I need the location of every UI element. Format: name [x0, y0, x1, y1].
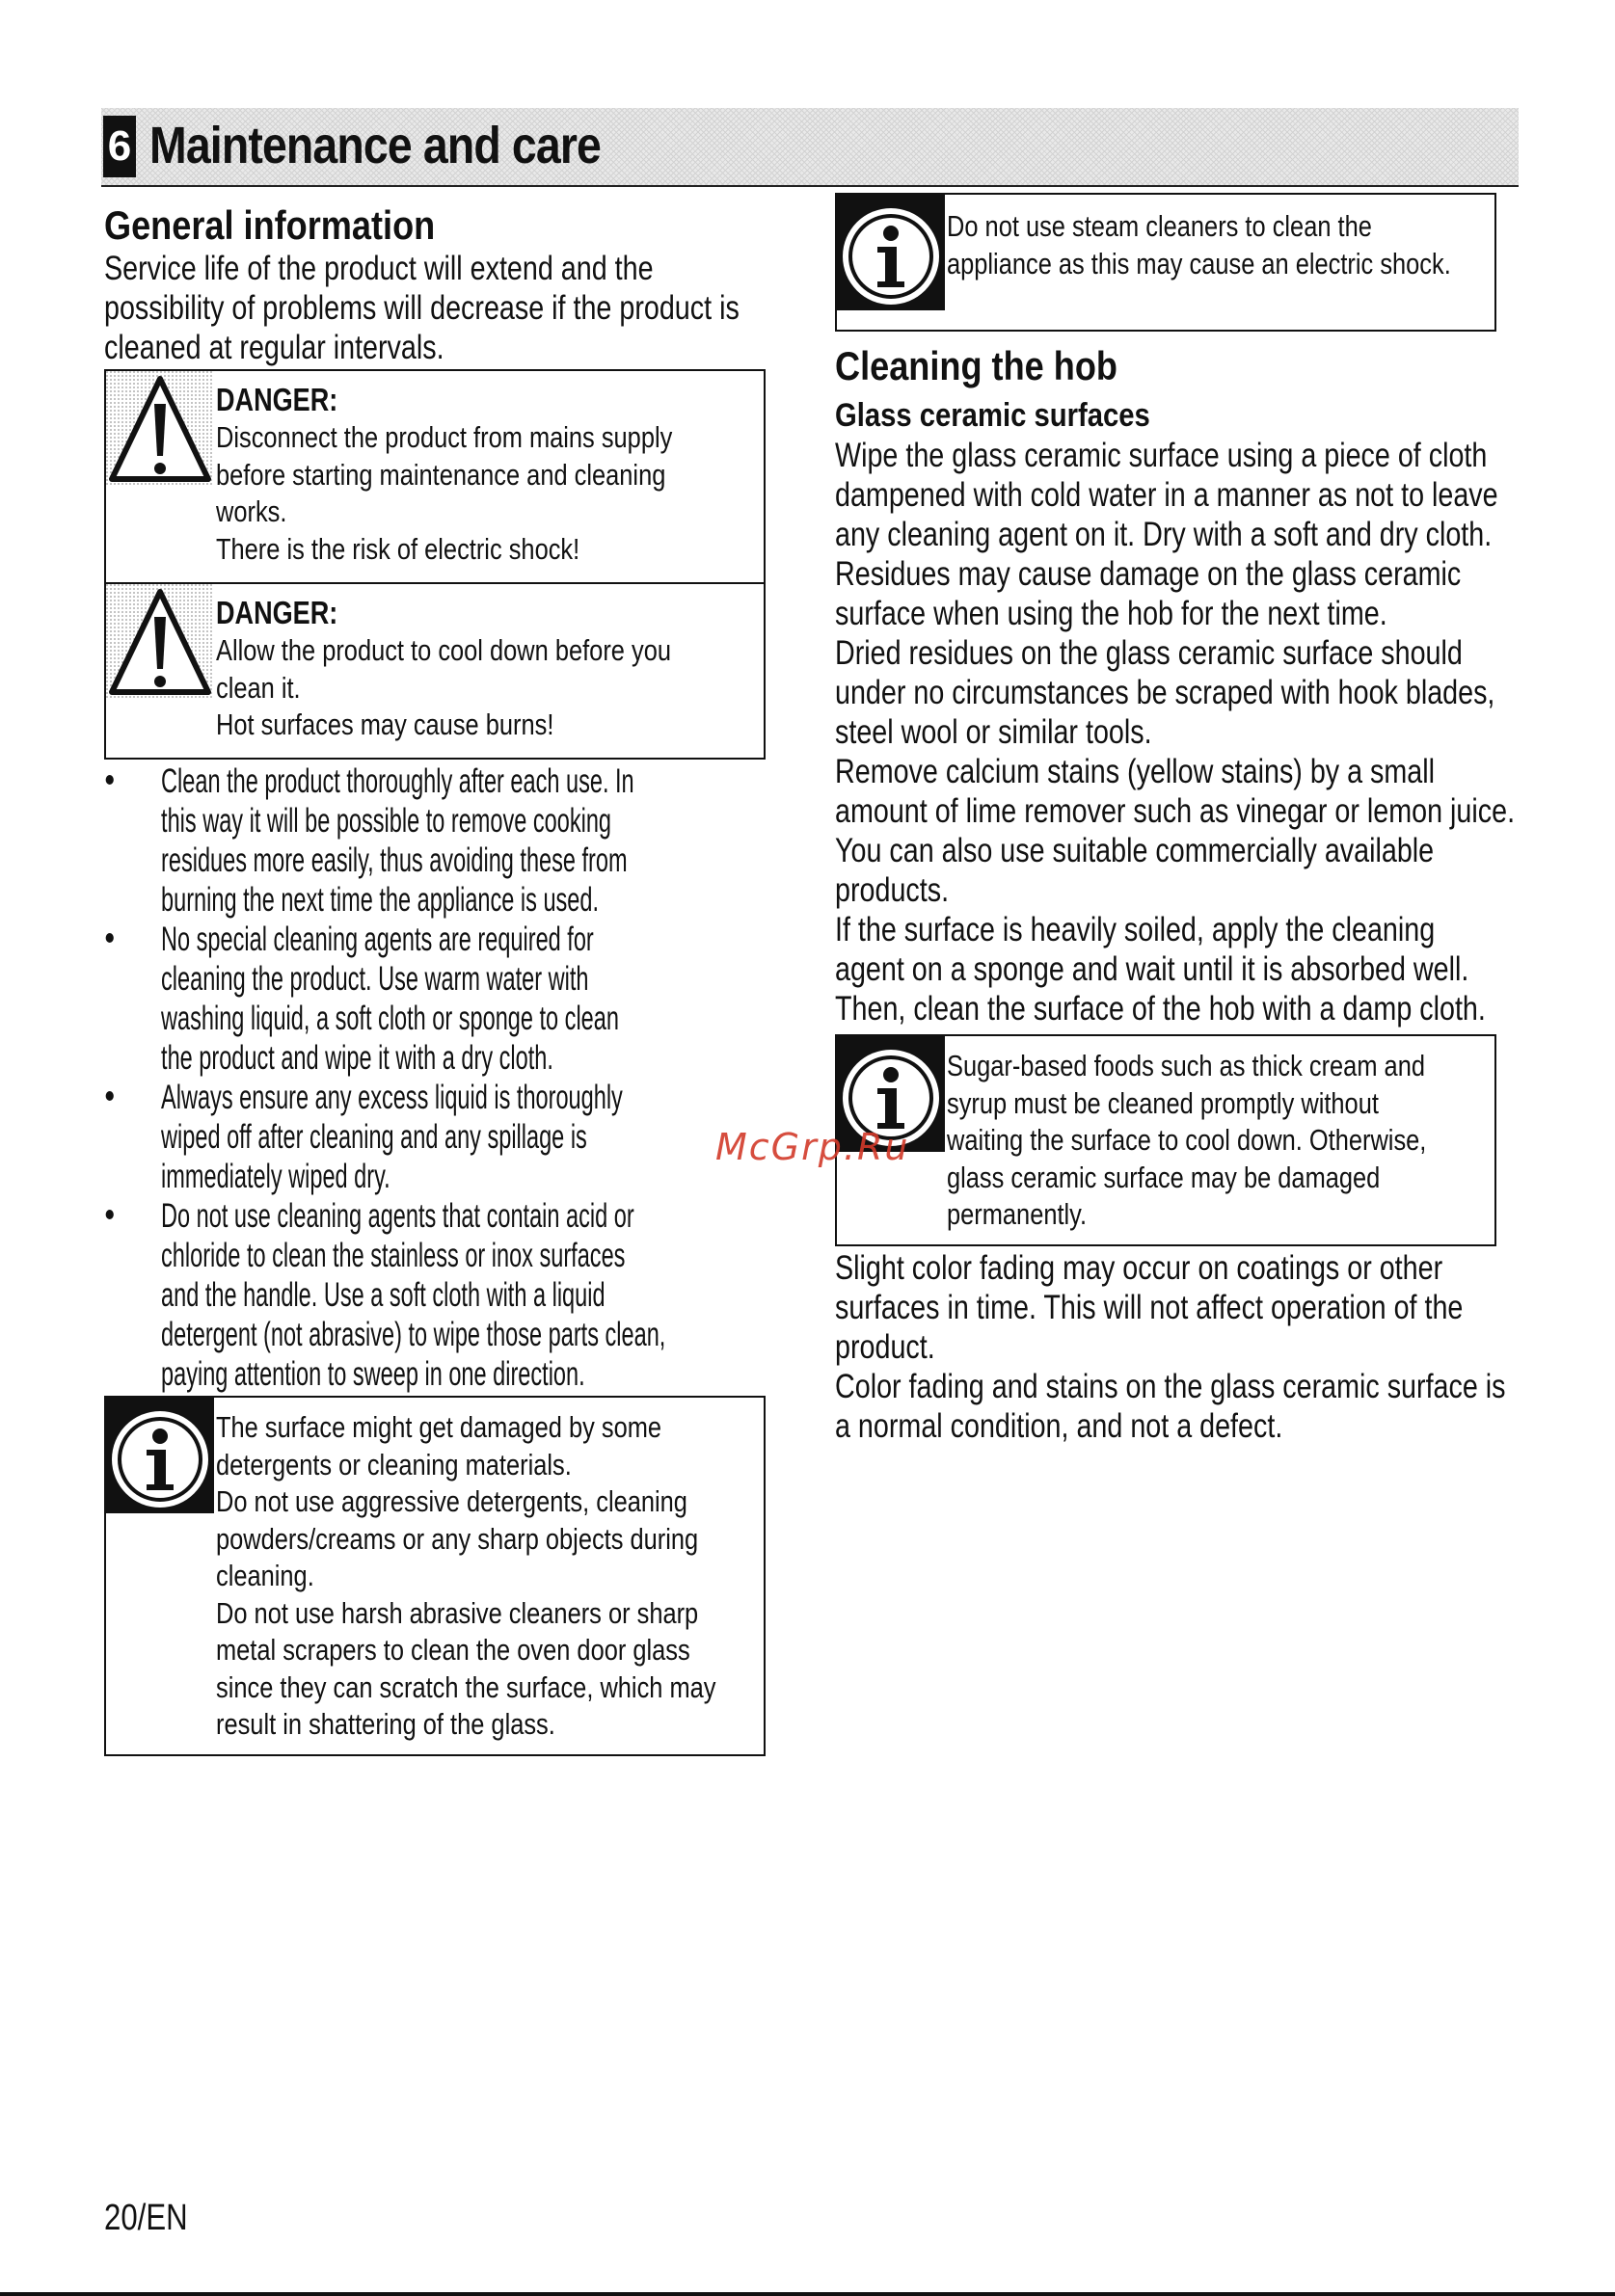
danger-title: DANGER:: [216, 595, 338, 630]
info-icon: [837, 195, 945, 303]
chapter-number: 6: [103, 116, 136, 177]
chapter-header: [101, 108, 1519, 187]
chapter-title: Maintenance and care: [149, 117, 602, 174]
watermark: McGrp.Ru: [715, 1126, 910, 1168]
warning-triangle-icon: [106, 584, 214, 692]
info-text: Sugar-based foods such as thick cream and syrup must be cleaned promptly without waiting the surface to cool down. Otherwise, glass ceramic surface may be damaged permanently.: [947, 1049, 1427, 1231]
list-item: Always ensure any excess liquid is thoroughly wiped off after cleaning and any spillage is immediately wiped dry.: [104, 1078, 673, 1196]
info-icon: [106, 1398, 214, 1506]
section-title-hob: Cleaning the hob: [835, 343, 1117, 388]
danger-notice-1: [104, 369, 766, 585]
danger-title: DANGER:: [216, 382, 338, 417]
color-fading-paragraph: Slight color fading may occur on coatings or other surfaces in time. This will not affect operation of the product. Color fading and stains on the glass ceramic surface is a normal condition, and not a defect.: [835, 1249, 1506, 1445]
list-item: Clean the product thoroughly after each use. In this way it will be possible to remove cooking residues more easily, thus avoiding these from burning the next time the appliance is used.: [104, 761, 673, 920]
intro-paragraph: Service life of the product will extend and the possibility of problems will decrease if the product is cleaned at regular intervals.: [104, 250, 740, 366]
right-column: [835, 193, 1529, 1446]
bullet-icon: [106, 1091, 114, 1101]
info-notice-surface: [104, 1396, 766, 1756]
danger-notice-2: [104, 582, 766, 760]
cleaning-tips-list: [104, 761, 798, 1394]
warning-triangle-icon: [106, 371, 214, 479]
left-column: [104, 200, 798, 1756]
hob-cleaning-paragraph: Wipe the glass ceramic surface using a piece of cloth dampened with cold water in a manner as not to leave any cleaning agent on it. Dry with a soft and dry cloth. Residues may cause damage on the glass ceramic surface when using the hob for the next time. Dried residues on the glass ceramic surface should under no circumstances be scraped with hook blades, steel wool or similar tools. Remove calcium stains (yellow stains) by a small amount of lime remover such as vinegar or lemon juice. You can also use suitable commercially available products. If the surface is heavily soiled, apply the cleaning agent on a sponge and wait until it is absorbed well. Then, clean the surface of the hob with a damp cloth.: [835, 437, 1516, 1028]
subsection-title-glass: Glass ceramic surfaces: [835, 397, 1150, 434]
footer-divider: [0, 2292, 1615, 2296]
info-text: Do not use steam cleaners to clean the appliance as this may cause an electric shock.: [947, 209, 1451, 280]
bullet-icon: [106, 775, 114, 785]
bullet-icon: [106, 933, 114, 943]
danger-text: Allow the product to cool down before you clean it. Hot surfaces may cause burns!: [216, 633, 671, 741]
section-title-general: General information: [104, 202, 436, 248]
list-item: No special cleaning agents are required for cleaning the product. Use warm water with washing liquid, a soft cloth or sponge to clean the product and wipe it with a dry cloth.: [104, 920, 673, 1078]
danger-text: Disconnect the product from mains supply before starting maintenance and cleaning works. There is the risk of electric shock!: [216, 420, 673, 566]
page-number: 20/EN: [104, 2198, 188, 2238]
info-notice-sugar: [835, 1034, 1496, 1246]
info-notice-steam: [835, 193, 1496, 332]
bullet-icon: [106, 1210, 114, 1219]
info-text: The surface might get damaged by some detergents or cleaning materials. Do not use aggressive detergents, cleaning powders/creams or any sharp objects during cleaning. Do not use harsh abrasive cleaners or sharp metal scrapers to clean the oven door glass since they can scratch the surface, which may result in shattering of the glass.: [216, 1410, 716, 1741]
list-item: Do not use cleaning agents that contain acid or chloride to clean the stainless or inox surfaces and the handle. Use a soft cloth with a liquid detergent (not abrasive) to wipe those parts clean, paying attention to sweep in one direction.: [104, 1196, 673, 1394]
